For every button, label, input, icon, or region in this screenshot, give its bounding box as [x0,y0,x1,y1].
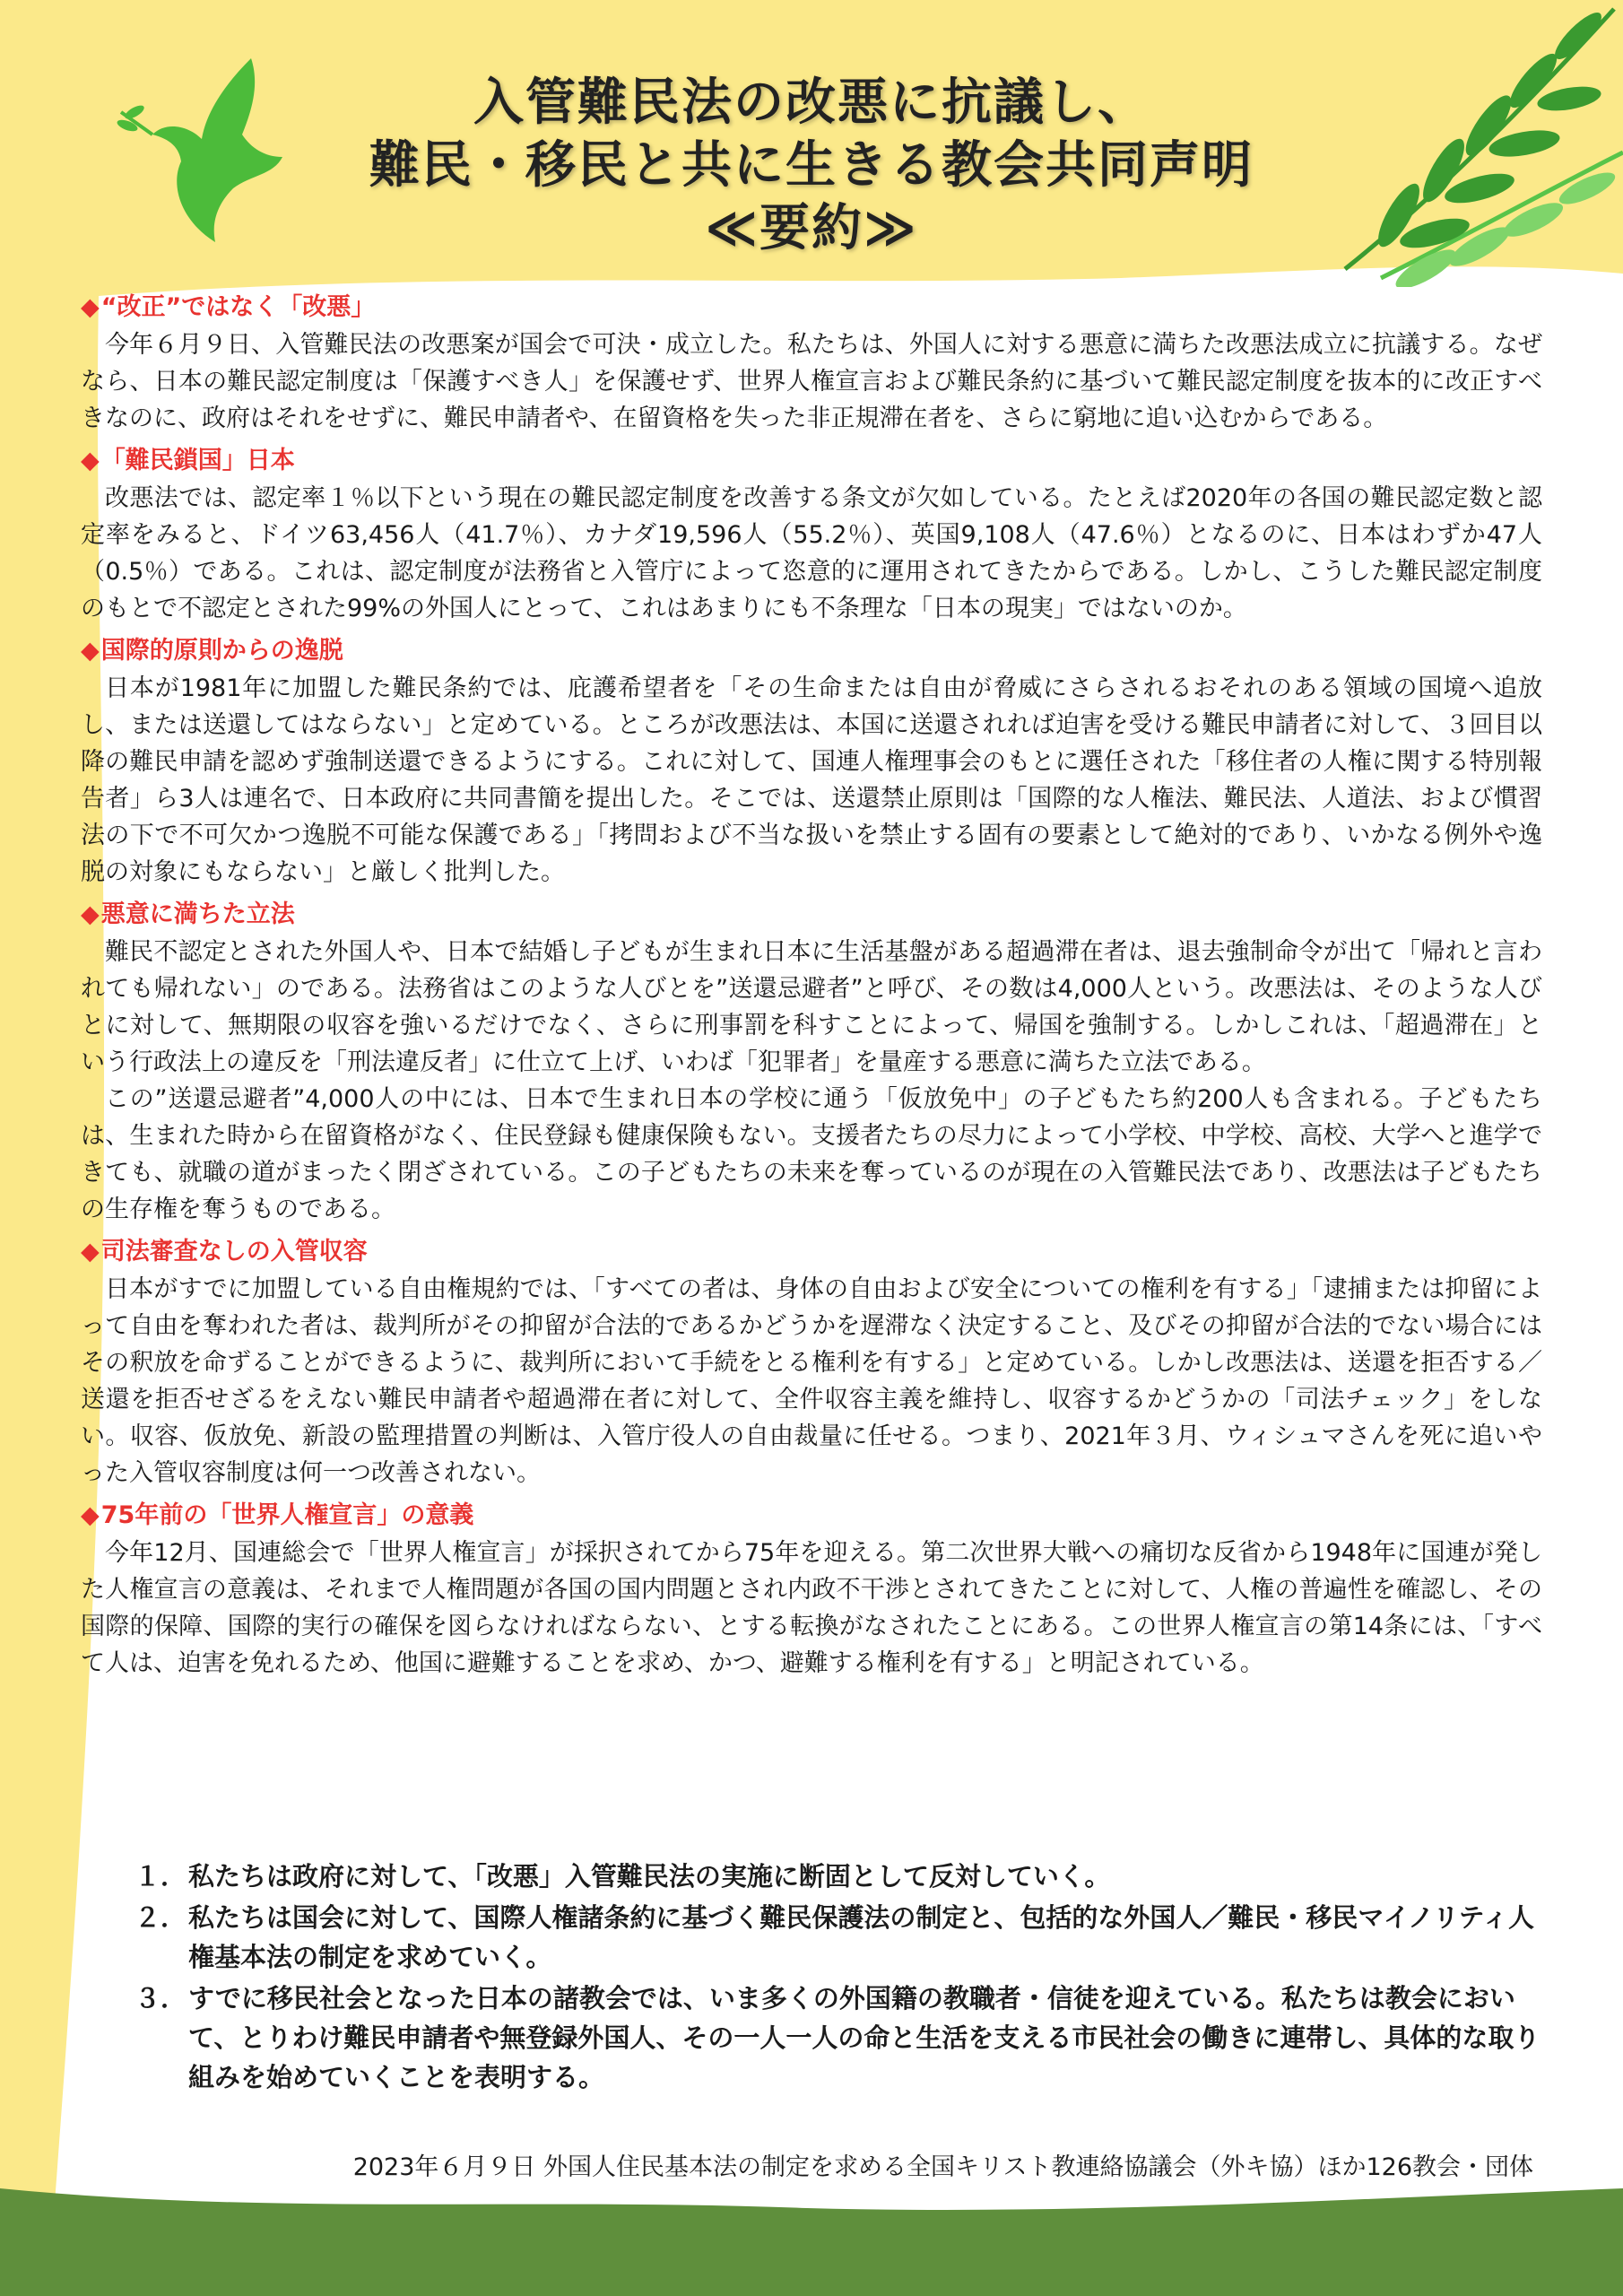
diamond-bullet-icon: ◆ [81,1501,100,1529]
diamond-bullet-icon: ◆ [81,447,100,474]
section-detention-no-review [81,1233,1542,1492]
statement-body [81,289,1542,1687]
resolution-number: ３． [135,1983,187,2013]
resolutions-list [135,1857,1551,2099]
resolution-number: １． [135,1861,187,1892]
olive-leaves-icon [1327,0,1623,287]
section-heading: ◆75年前の「世界人権宣言」の意義 [81,1501,474,1529]
diamond-bullet-icon: ◆ [81,293,100,321]
diamond-bullet-icon: ◆ [81,1238,100,1265]
section-paragraph: 今年６月９日、入管難民法の改悪案が国会で可決・成立した。私たちは、外国人に対する悪意に満ちた改悪法成立に抗議する。なぜなら、日本の難民認定制度は「保護すべき人」を保護せず、世界人権宣言および難民条約に基づいて難民認定制度を抜本的に改正すべきなのに、政府はそれをせずに、難民申請者や、在留資格を失った非正規滞在者を、さらに窮地に追い込むからである。 [81,331,1542,432]
resolution-number: ２． [135,1902,187,1933]
resolution-text: 私たちは政府に対して、「改悪」入管難民法の実施に断固として反対していく。 [188,1861,1111,1892]
resolution-item [135,1857,1551,1896]
section-paragraph: 日本が1981年に加盟した難民条約では、庇護希望者を「その生命または自由が脅威にさらされるおそれのある領域の国境へ追放し、または送還してはならない」と定めている。ところが改悪法は、本国に送還されれば迫害を受ける難民申請者に対して、３回目以降の難民申請を認めず強制送還できるようにする。これに対して、国連人権理事会のもとに選任された「移住者の人権に関する特別報告者」ら3人は連名で、日本政府に共同書簡を提出した。そこでは、送還禁止原則は「国際的な人権法、難民法、人道法、および慣習法の下で不可欠かつ逸脱不可能な保護である」「拷問および不当な扱いを禁止する固有の要素として絶対的であり、いかなる例外や逸脱の対象にもならない」と厳しく批判した。 [81,674,1542,886]
section-malicious-legislation [81,896,1542,1228]
section-paragraph: 難民不認定とされた外国人や、日本で結婚し子どもが生まれ日本に生活基盤がある超過滞在者は、退去強制命令が出て「帰れと言われても帰れない」のである。法務省はこのような人びとを”送還忌避者”と呼び、その数は4,000人という。改悪法は、そのような人びとに対して、無期限の収容を強いるだけでなく、さらに刑事罰を科すことによって、帰国を強制する。しかしこれは、「超過滞在」という行政法上の違反を「刑法違反者」に仕立て上げ、いわば「犯罪者」を量産する悪意に満ちた立法である。 [81,938,1542,1076]
section-paragraph: 日本がすでに加盟している自由権規約では、「すべての者は、身体の自由および安全についての権利を有する」「逮捕または抑留によって自由を奪われた者は、裁判所がその抑留が合法的であるかどうかを遅滞なく決定すること、及びその抑留が合法的でない場合にはその釈放を命ずることができるように、裁判所において手続をとる権利を有する」と定めている。しかし改悪法は、送還を拒否する／送還を拒否せざるをえない難民申請者や超過滞在者に対して、全件収容主義を維持し、収容するかどうかの「司法チェック」をしない。収容、仮放免、新設の監理措置の判断は、入管庁役人の自由裁量に任せる。つまり、2021年３月、ウィシュマさんを死に追いやった入管収容制度は何一つ改善されない。 [81,1275,1542,1487]
section-paragraph: 改悪法では、認定率１％以下という現在の難民認定制度を改善する条文が欠如している。たとえば2020年の各国の難民認定数と認定率をみると、ドイツ63,456人（41.7％）、カナダ19,596人（55.2％）、英国9,108人（47.6％）となるのに、日本はわずか47人（0.5％）である。これは、認定制度が法務省と入管庁によって恣意的に運用されてきたからである。しかし、こうした難民認定制度のもとで不認定とされた99%の外国人にとって、これはあまりにも不条理な「日本の現実」ではないのか。 [81,484,1542,622]
resolution-text: 私たちは国会に対して、国際人権諸条約に基づく難民保護法の制定と、包括的な外国人／難民・移民マイノリティ人権基本法の制定を求めていく。 [188,1902,1535,1972]
resolution-item [135,1898,1551,1977]
section-udhr-significance [81,1497,1542,1682]
section-heading: ◆司法審査なしの入管収容 [81,1238,368,1265]
section-heading: ◆国際的原則からの逸脱 [81,637,343,665]
title-line-1: 入管難民法の改悪に抗議し、 [473,74,1150,132]
section-not-reform [81,289,1542,437]
title-line-3: ≪要約≫ [705,199,918,257]
section-paragraph: 今年12月、国連総会で「世界人権宣言」が採択されてから75年を迎える。第二次世界大戦への痛切な反省から1948年に国連が発した人権宣言の意義は、それまで人権問題が各国の国内問題とされ内政不干渉とされてきたことに対して、人権の普遍性を確認し、その国際的保障、国際的実行の確保を図らなければならない、とする転換がなされたことにある。この世界人権宣言の第14条には、「すべて人は、迫害を免れるため、他国に避難することを求め、かつ、避難する権利を有する」と明記されている。 [81,1539,1542,1677]
section-international-principles [81,632,1542,891]
document-title [269,72,1354,260]
dove-with-olive-branch-icon [117,49,287,247]
section-heading: ◆“改正”ではなく「改悪」 [81,293,376,321]
diamond-bullet-icon: ◆ [81,900,100,928]
title-line-2: 難民・移民と共に生きる教会共同声明 [369,136,1254,195]
resolution-item [135,1979,1551,2097]
section-heading: ◆悪意に満ちた立法 [81,900,295,928]
section-paragraph: この”送還忌避者”4,000人の中には、日本で生まれ日本の学校に通う「仮放免中」の子どもたち約200人も含まれる。子どもたちは、生まれた時から在留資格がなく、住民登録も健康保険もない。支援者たちの尽力によって小学校、中学校、高校、大学へと進学できても、就職の道がまったく閉ざされている。この子どもたちの未来を奪っているのが現在の入管難民法であり、改悪法は子どもたちの生存権を奪うものである。 [81,1085,1542,1223]
diamond-bullet-icon: ◆ [81,637,100,665]
resolution-text: すでに移民社会となった日本の諸教会では、いま多くの外国籍の教職者・信徒を迎えている。私たちは教会において、とりわけ難民申請者や無登録外国人、その一人一人の命と生活を支える市民社会の働きに連帯し、具体的な取り組みを始めていくことを表明する。 [188,1983,1541,2092]
section-refugee-isolation [81,442,1542,627]
section-heading: ◆「難民鎖国」日本 [81,447,295,474]
signature-footer: 2023年６月９日 外国人住民基本法の制定を求める全国キリスト教連絡協議会（外キ協）ほか126教会・団体 [352,2153,1533,2181]
